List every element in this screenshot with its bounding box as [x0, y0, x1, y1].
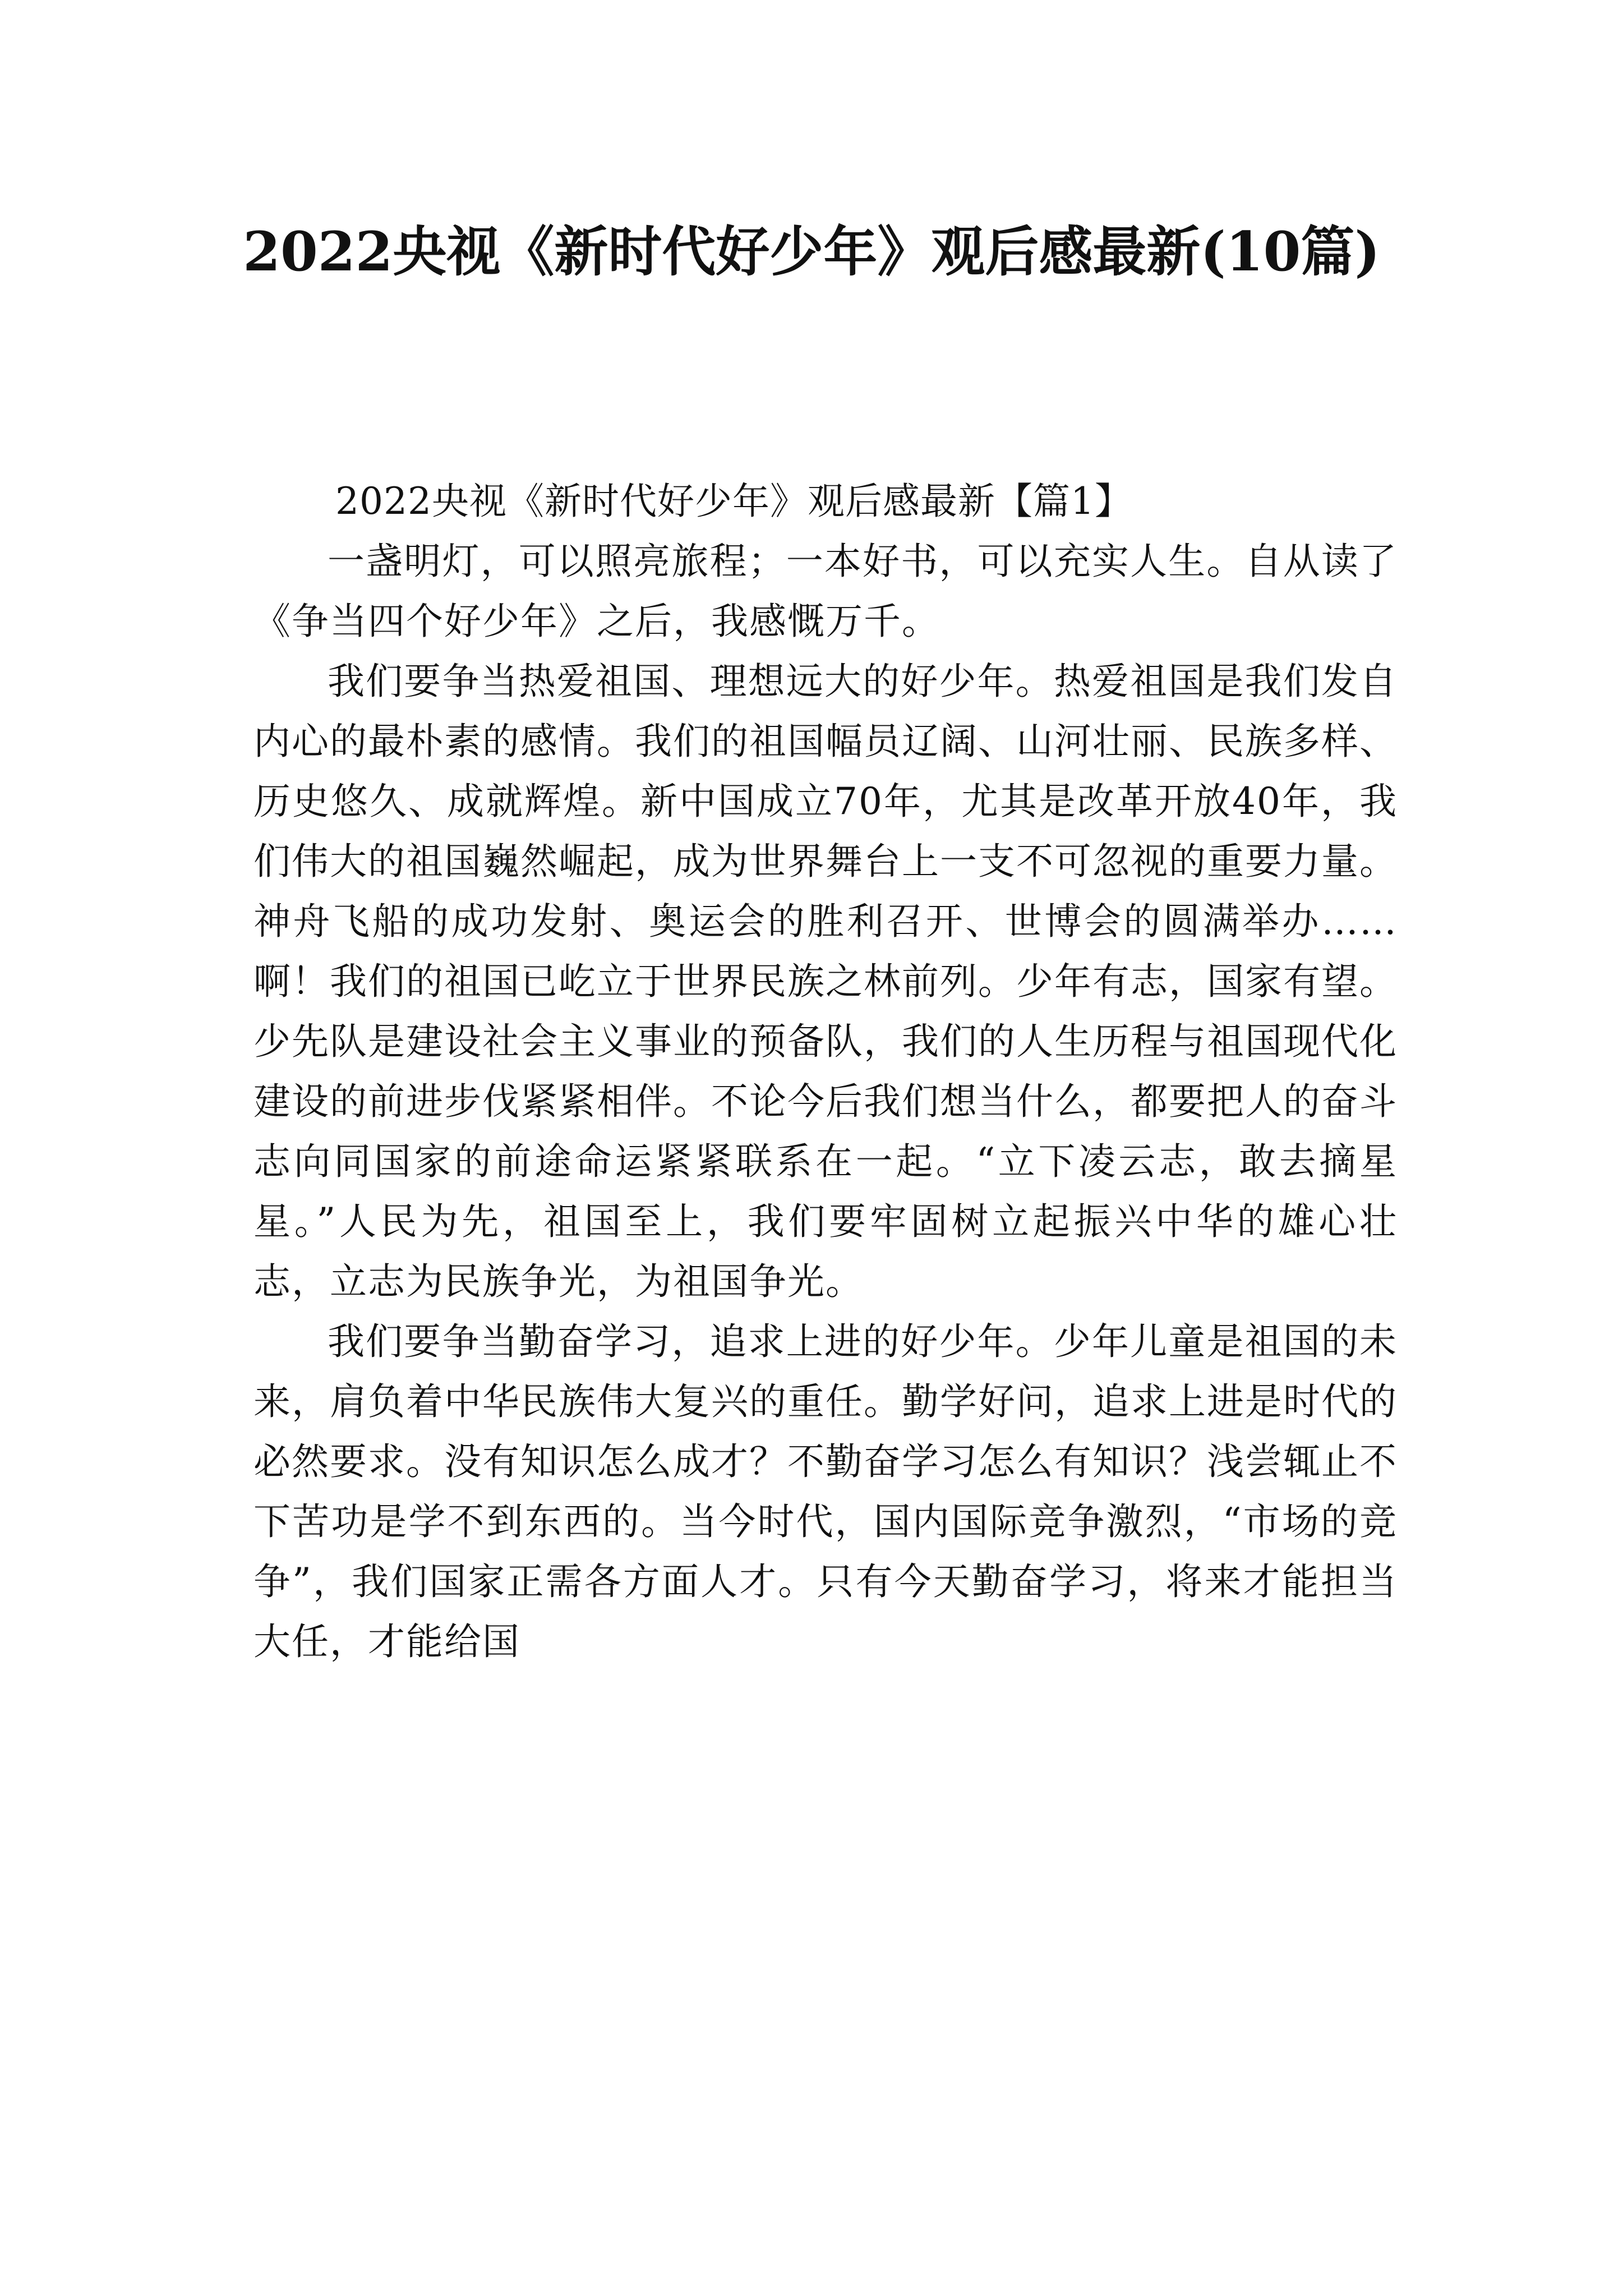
document-title: 2022央视《新时代好少年》观后感最新(10篇) — [243, 220, 1380, 283]
paragraph-3: 我们要争当勤奋学习，追求上进的好少年。少年儿童是祖国的未来，肩负着中华民族伟大复兴的重任。勤学好问，追求上进是时代的必然要求。没有知识怎么成才？不勤奋学习怎么有知识？浅尝辄止不下苦功是学不到东西的。当今时代，国内国际竞争激烈，“市场的竞争”，我们国家正需各方面人才。只有今天勤奋学习，将来才能担当大任，才能给国 — [253, 1320, 1398, 1663]
paragraph-2: 我们要争当热爱祖国、理想远大的好少年。热爱祖国是我们发自内心的最朴素的感情。我们的祖国幅员辽阔、山河壮丽、民族多样、历史悠久、成就辉煌。新中国成立70年，尤其是改革开放40年，我们伟大的祖国巍然崛起，成为世界舞台上一支不可忽视的重要力量。神舟飞船的成功发射、奥运会的胜利召开、世博会的圆满举办……啊！我们的祖国已屹立于世界民族之林前列。少年有志，国家有望。少先队是建设社会主义事业的预备队，我们的人生历程与祖国现代化建设的前进步伐紧紧相伴。不论今后我们想当什么，都要把人的奋斗志向同国家的前途命运紧紧联系在一起。“立下凌云志，敢去摘星星。”人民为先，祖国至上，我们要牢固树立起振兴中华的雄心壮志，立志为民族争光，为祖国争光。 — [253, 660, 1398, 1303]
section-heading: 2022央视《新时代好少年》观后感最新【篇1】 — [335, 480, 1132, 523]
document-body — [253, 471, 1398, 1672]
paragraph-1: 一盏明灯，可以照亮旅程；一本好书，可以充实人生。自从读了《争当四个好少年》之后，我感慨万千。 — [253, 540, 1398, 643]
